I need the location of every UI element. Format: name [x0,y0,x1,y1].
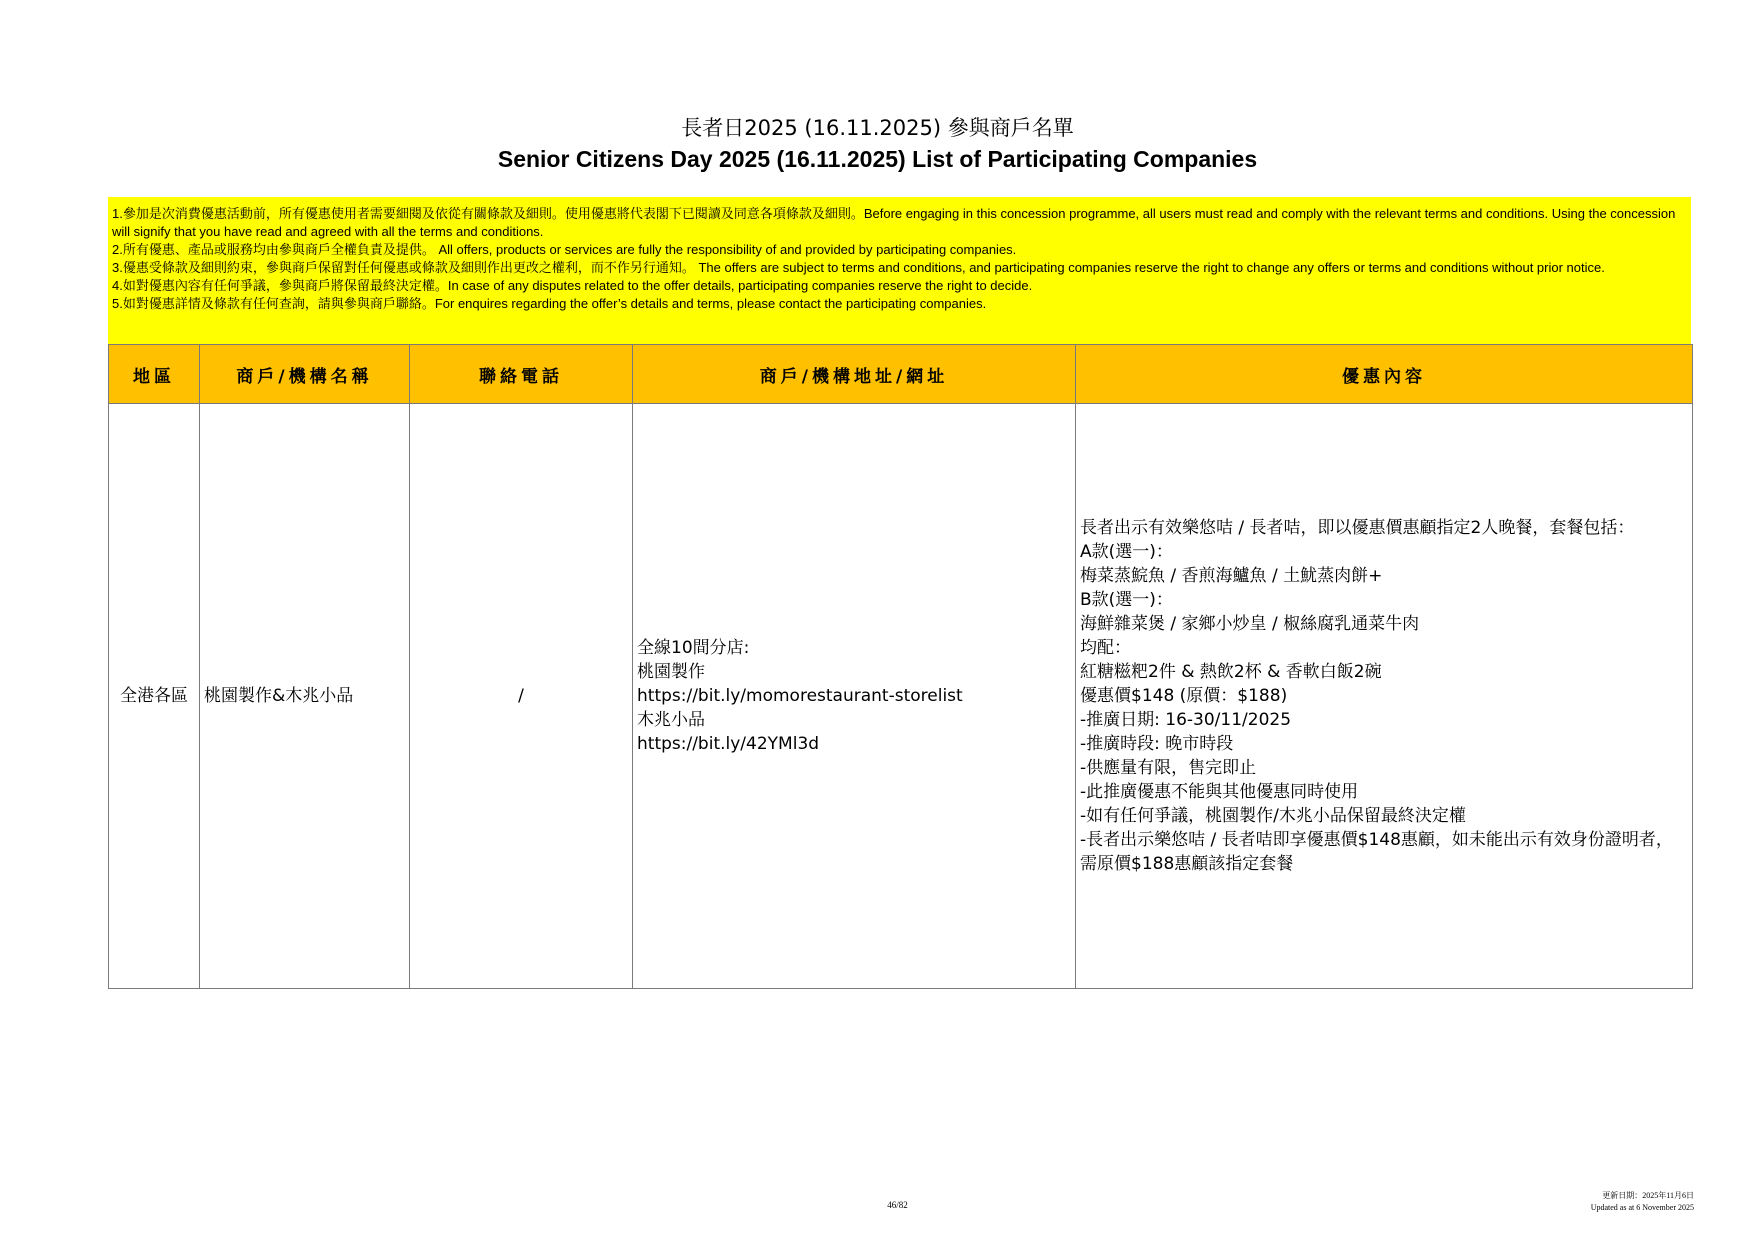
cell-offer [1076,404,1693,989]
address-link-2[interactable]: https://bit.ly/42YMl3d [637,734,820,754]
note-1: 1.參加是次消費優惠活動前，所有優惠使用者需要細閱及依從有關條款及細則。使用優惠將代表閣下已閱讀及同意各項條款及細則。Before engaging in this concession programme, all users must read and comply with the relevant terms and conditions. Using the concession will signify that you have read and agreed with all the terms and conditions. [112,206,1676,239]
offer-line: 均配： [1080,638,1131,658]
note-2: 2.所有優惠、產品或服務均由參與商戶全權負責及提供。 All offers, products or services are fully the responsibility of and provided by participating companies. [112,242,1017,257]
offer-price: 優惠價$148 (原價：$188) [1080,686,1288,706]
header-address: 商戶/機構地址/網址 [633,345,1076,404]
header-offer: 優惠內容 [1076,345,1693,404]
address-link-1[interactable]: https://bit.ly/momorestaurant-storelist [637,686,963,706]
participating-companies-table [108,344,1693,989]
offer-line: -供應量有限，售完即止 [1080,758,1257,778]
table-row [109,404,1693,989]
offer-line: 長者出示有效樂悠咭 / 長者咭，即以優惠價惠顧指定2人晚餐，套餐包括： [1080,518,1635,538]
cell-address [633,404,1076,989]
update-date-zh: 更新日期：2025年11月6日 [1602,1191,1694,1200]
terms-notes-box [108,197,1691,344]
header-phone: 聯絡電話 [410,345,633,404]
offer-line: B款(選一)： [1080,590,1173,610]
offer-line: A款(選一)： [1080,542,1173,562]
note-5: 5.如對優惠詳情及條款有任何查詢，請與參與商戶聯絡。For enquires regarding the offer’s details and terms, please contact the participating companies. [112,296,987,311]
address-branches: 全線10間分店: [637,638,750,658]
page-number: 46/82 [887,1200,908,1210]
offer-line: 海鮮雜菜煲 / 家鄉小炒皇 / 椒絲腐乳通菜牛肉 [1080,614,1420,634]
update-date-en: Updated as at 6 November 2025 [1590,1203,1694,1212]
offer-line: -長者出示樂悠咭 / 長者咭即享優惠價$148惠顧，如未能出示有效身份證明者，需原價$188惠顧該指定套餐 [1080,830,1673,874]
page-title [0,113,1755,175]
header-company: 商戶/機構名稱 [200,345,410,404]
title-english: Senior Citizens Day 2025 (16.11.2025) List of Participating Companies [497,146,1258,172]
offer-line: 梅菜蒸鯇魚 / 香煎海鱸魚 / 土魷蒸肉餅+ [1080,566,1383,586]
offer-line: -推廣日期: 16-30/11/2025 [1080,710,1292,730]
offer-line: -此推廣優惠不能與其他優惠同時使用 [1080,782,1359,802]
update-date [1591,1190,1694,1214]
cell-region: 全港各區 [109,404,200,989]
cell-company: 桃園製作&木兆小品 [200,404,410,989]
title-chinese: 長者日2025 (16.11.2025) 參與商戶名單 [681,116,1074,140]
address-brand-2: 木兆小品 [637,710,705,730]
offer-line: 紅糖糍粑2件 & 熱飲2杯 & 香軟白飯2碗 [1080,662,1382,682]
note-3: 3.優惠受條款及細則約束，參與商戶保留對任何優惠或條款及細則作出更改之權利，而不作另行通知。 The offers are subject to terms and conditions, and participating companies reserve the right to change any offers or terms and conditions without prior notice. [112,260,1605,275]
header-region: 地區 [109,345,200,404]
cell-phone: / [410,404,633,989]
offer-line: -推廣時段: 晚市時段 [1080,734,1234,754]
offer-line: -如有任何爭議，桃園製作/木兆小品保留最終決定權 [1080,806,1466,826]
address-brand-1: 桃園製作 [637,662,705,682]
table-header-row [109,345,1693,404]
note-4: 4.如對優惠內容有任何爭議，參與商戶將保留最終決定權。In case of any disputes related to the offer details, participating companies reserve the right to decide. [112,278,1033,293]
